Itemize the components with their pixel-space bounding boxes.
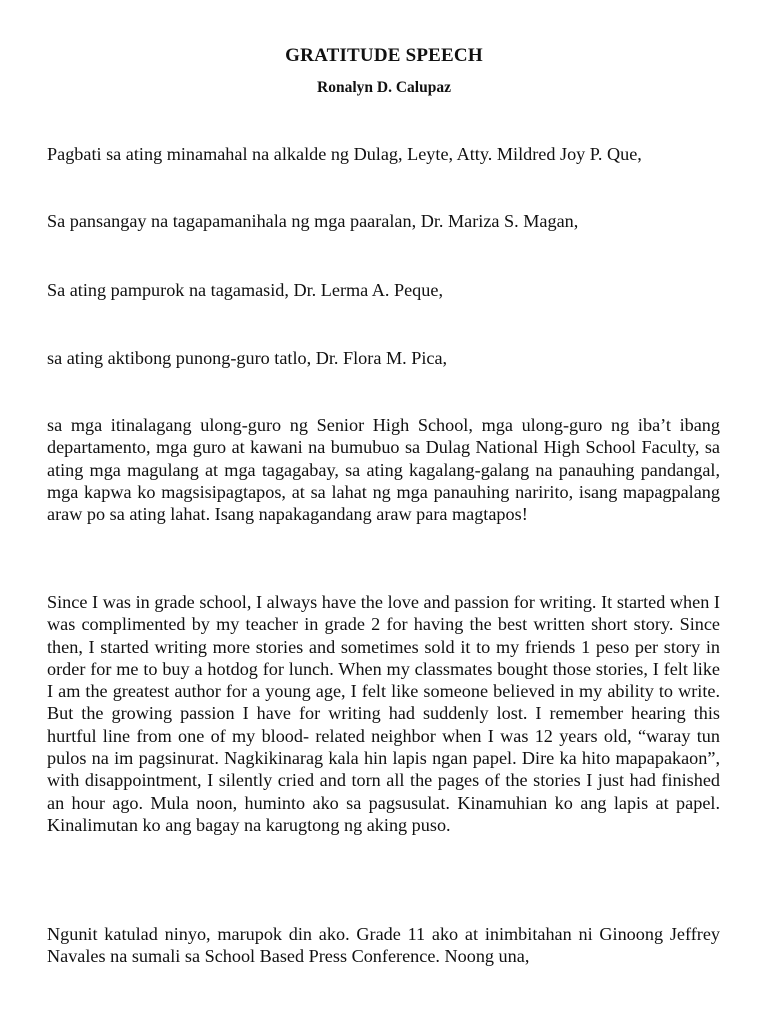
body-paragraph: Ngunit katulad ninyo, marupok din ako. Grade 11 ako at inimbitahan ni Ginoong Jeffrey Navales na sumali sa School Based Press Conference. Noong una, <box>47 924 720 967</box>
greeting-line: Sa ating pampurok na tagamasid, Dr. Lerma A. Peque, <box>47 280 443 300</box>
greeting-line: Pagbati sa ating minamahal na alkalde ng Dulag, Leyte, Atty. Mildred Joy P. Que, <box>47 144 642 164</box>
greeting-line: Sa pansangay na tagapamanihala ng mga paaralan, Dr. Mariza S. Magan, <box>47 211 579 231</box>
document-title: GRATITUDE SPEECH <box>285 45 483 66</box>
greeting-line: sa ating aktibong punong-guro tatlo, Dr. Flora M. Pica, <box>47 348 448 368</box>
body-paragraph: sa mga itinalagang ulong-guro ng Senior High School, mga ulong-guro ng iba’t ibang departamento, mga guro at kawani na bumubuo sa Dulag National High School Faculty, sa ating mga magulang at mga tagagabay, sa ating kagalang-galang na panauhing pandangal, mga kapwa ko magsisipagtapos, at sa lahat ng mga panauhing naririto, isang mapagpalang araw po sa ating lahat. Isang napakagandang araw para magtapos! <box>47 415 720 525</box>
body-paragraph: Since I was in grade school, I always have the love and passion for writing. It started when I was complimented by my teacher in grade 2 for having the best written short story. Since then, I started writing more stories and sometimes sold it to my friends 1 peso per story in order for me to buy a hotdog for lunch. When my classmates bought those stories, I felt like I am the greatest author for a young age, I felt like someone believed in my ability to write. But the growing passion I have for writing had suddenly lost. I remember hearing this hurtful line from one of my blood- related neighbor when I was 12 years old, “waray tun pulos na im pagsinurat. Nagkikinarag kala hin lapis ngan papel. Dire ka hito mapapakaon”, with disappointment, I silently cried and torn all the pages of the stories I just had finished an hour ago. Mula noon, huminto ako sa pagsusulat. Kinamuhian ko ang lapis at papel. Kinalimutan ko ang bagay na karugtong ng aking puso. <box>47 592 720 835</box>
document-author: Ronalyn D. Calupaz <box>317 79 451 96</box>
